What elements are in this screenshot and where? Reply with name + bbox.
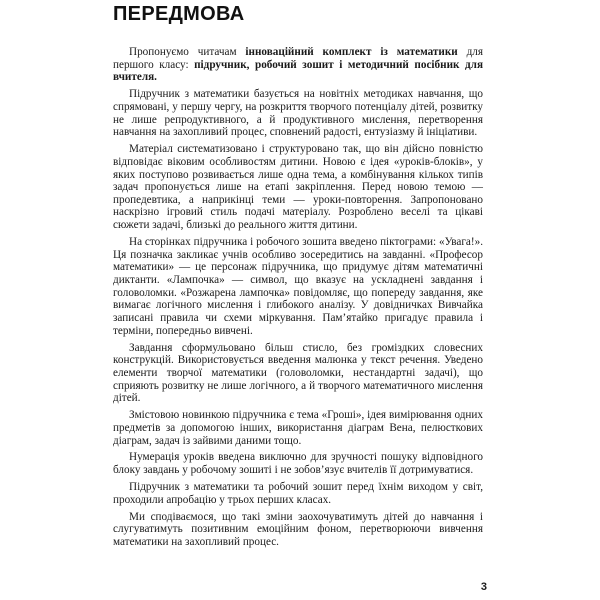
text-run: На сторінках підручника і робочого зошита введено піктограми: «Увага!». Ця позначка закликає учнів особливо зосередитись на завданні. «Професор математики» — це персонаж підручника, що придумує дітям математичні диктанти. «Лампочка» — символ, що вказує на ускладнені завдання і головоломки. «Розжарена лампочка» повідомляє, що попереду завдання, яке вимагає логічного мислення і глибокого аналізу. У довідничках Вивчайка записані правила чи схеми міркування. Пам’ятайко пригадує правила і терміни, попередньо вивчені. (113, 236, 483, 337)
text-run: Змістовою новинкою підручника є тема «Гроші», ідея вимірювання одних предметів за допомогою інших, використання діаграм Вена, пелюсткових діаграм, задач із зайвими даними тощо. (113, 409, 483, 447)
text-run: Підручник з математики та робочий зошит перед їхнім виходом у світ, проходили апробацію у трьох перших класах. (113, 481, 483, 506)
body-text (113, 46, 483, 553)
paragraph (113, 511, 483, 549)
page-number: 3 (480, 581, 487, 593)
paragraph (113, 236, 483, 337)
text-run: Завдання сформульовано більш стисло, без громіздких словесних конструкцій. Використовується введення малюнка у текст речення. Уведено елементи творчої математики (головоломки, нестандартні задачі), що сприяють розвитку не лише логічного, а й творчого математичного мислення дітей. (113, 341, 483, 405)
bold-text: підручник, робочий зошит і методичний посібник для вчителя. (113, 58, 483, 84)
text-run: Пропонуємо читачам (129, 46, 246, 58)
paragraph (113, 143, 483, 232)
text-run: Матеріал систематизовано і структуровано так, що він дійсно повністю відповідає віковим особливостям дитини. Новою є ідея «уроків-блоків», у яких поступово розвивається лише одна тема, а комбінування кількох типів задач пропонується лише на етапі закріплення. Перед новою темою — пропедевтика, а наприкінці теми — уроки-повторення. Запропоновано наскрізно ігровий стиль подачі матеріалу. Розроблено веселі та цікаві сюжети задачі, близькі до реального життя дитини. (113, 143, 483, 232)
bold-text: інноваційний комплект із математики (245, 46, 458, 58)
paragraph (113, 46, 483, 84)
paragraph (113, 88, 483, 139)
paragraph (113, 451, 483, 476)
text-run: Нумерація уроків введена виключно для зручності пошуку відповідного блоку завдань у робочому зошиті і не зобов’язує вчителів її дотримуватися. (113, 451, 483, 477)
paragraph (113, 409, 483, 447)
paragraph (113, 481, 483, 506)
text-run: Підручник з математики базується на новітніх методиках навчання, що спрямовані, у першу чергу, на розкриття творчого потенціалу дітей, розвитку не лише репродуктивного, а й продуктивного мислення, перетворення навчання на захопливий процес, сповнений радості, ентузіазму й ініціативи. (113, 88, 483, 139)
paragraph (113, 342, 483, 405)
page-title: ПЕРЕДМОВА (113, 3, 245, 25)
text-run: для першого класу: (113, 46, 484, 71)
text-run: Ми сподіваємося, що такі зміни заохочуватимуть дітей до навчання і слугуватимуть позитивним емоційним фоном, перетворюючи вивчення математики на захопливий процес. (113, 510, 483, 548)
